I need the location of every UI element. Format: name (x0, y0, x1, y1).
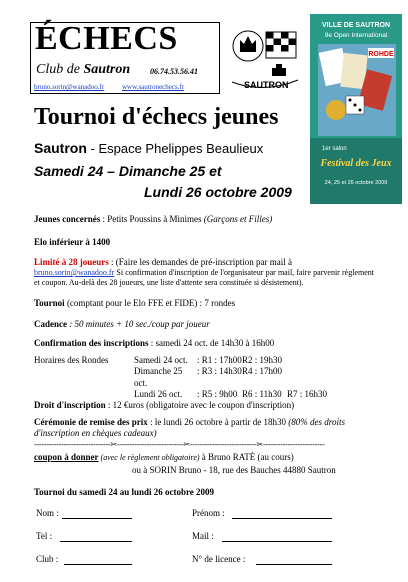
club-subtitle: Club de Sautron (36, 62, 131, 77)
poster-festival-title: Festival des Jeux (320, 158, 392, 169)
rounds-table (134, 355, 384, 400)
ceremonie-info: Cérémonie de remise des prix : le lundi 26 octobre à partir de 18h30 (80% des droits d'inscription en chèques cadeaux) (34, 417, 345, 439)
prenom-field[interactable] (232, 518, 332, 519)
tournament-dates-line2: Lundi 26 octobre 2009 (144, 184, 292, 200)
round-row: Lundi 26 oct. : R5 : 9h00 R6 : 11h30 R7 : 16h30 (134, 388, 328, 399)
tournoi-info: Tournoi (comptant pour le Elo FFE et FIDE) : 7 rondes (34, 298, 236, 308)
licence-field[interactable] (256, 564, 332, 565)
club-email-link[interactable]: bruno.sorin@wanadoo.fr (34, 83, 105, 91)
club-label: Club : (36, 554, 59, 564)
coupon-address: ou à SORIN Bruno - 18, rue des Bauches 44880 Sautron (132, 465, 336, 475)
poster-festival-dates: 24, 25 et 26 octobre 2009 (324, 180, 388, 186)
round-row: Dimanche 25 oct. : R3 : 14h30 R4 : 17h00 (134, 366, 283, 388)
tournament-title: Tournoi d'échecs jeunes (34, 104, 279, 130)
poster-sponsor: ROHDE (368, 51, 394, 58)
nom-label: Nom : (36, 508, 59, 518)
mail-field[interactable] (222, 541, 332, 542)
cut-line: -------------------------------✂---------------------------✂---------------------------✂------------------------- (34, 440, 325, 449)
coupon-heading: Tournoi du samedi 24 au lundi 26 octobre 2009 (34, 487, 215, 497)
cadence-info: Cadence : 50 minutes + 10 sec./coup par joueur (34, 319, 210, 329)
droit-inscription: Droit d'inscription : 12 €uros (obligatoire avec le coupon d'inscription) (34, 400, 295, 410)
tel-field[interactable] (60, 541, 132, 542)
emblem-text: SAUTRON (244, 80, 289, 90)
club-field[interactable] (64, 564, 132, 565)
round-row: Samedi 24 oct. : R1 : 17h00 R2 : 19h30 (134, 355, 283, 365)
club-website-link[interactable]: www.sautronechecs.fr (122, 83, 185, 91)
elo-limit: Elo inférieur à 1400 (34, 237, 111, 247)
tournament-dates-line1: Samedi 24 – Dimanche 25 et (34, 163, 222, 179)
nom-field[interactable] (62, 518, 132, 519)
tel-label: Tel : (36, 531, 53, 541)
poster-line2: 9e Open International (324, 32, 388, 39)
horaires-label: Horaires des Rondes (34, 355, 109, 365)
confirmation-info: Confirmation des inscriptions : samedi 24 oct. de 14h30 à 16h00 (34, 338, 275, 348)
club-title: ÉCHECS (35, 20, 178, 57)
coupon-label: coupon à donner (avec le règlement obligatoire) à Bruno RATÉ (au cours) (34, 452, 294, 462)
limite-email-link[interactable]: bruno.sorin@wanadoo.fr (34, 268, 115, 277)
tournament-venue: Sautron - Espace Phelippes Beaulieux (34, 140, 264, 156)
club-phone: 06.74.53.56.41 (150, 67, 198, 76)
prenom-label: Prénom : (192, 508, 225, 518)
jeunes-concernes: Jeunes concernés : Petits Poussins à Minimes (Garçons et Filles) (34, 214, 273, 224)
licence-label: N° de licence : (192, 554, 246, 564)
poster-line1: VILLE DE SAUTRON (321, 22, 391, 29)
festival-poster-image (310, 14, 402, 204)
poster-festival-small: 1er salon (322, 146, 347, 152)
mail-label: Mail : (192, 531, 214, 541)
limite-details: bruno.sorin@wanadoo.fr Si confirmation d'inscription de l'organisateur par mail, faire parvenir règlement et coupon. Au-delà des 28 joueurs, une liste d'attente sera constituée si désistement). (34, 268, 374, 287)
limite-joueurs: Limité à 28 joueurs : (Faire les demandes de pré-inscription par mail à (34, 257, 292, 267)
club-emblem-logo (226, 22, 304, 96)
